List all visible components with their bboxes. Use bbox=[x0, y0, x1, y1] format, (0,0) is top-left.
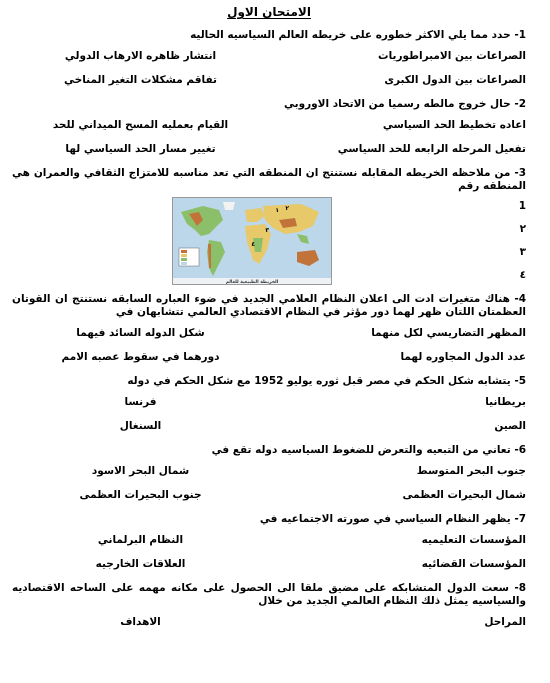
question-7: 7- يظهر النظام السياسي في صورته الاجتماعيه في bbox=[259, 513, 526, 525]
legend-swatch-low bbox=[181, 258, 187, 261]
q4-option-d[interactable]: دورهما في سقوط عصبه الامم bbox=[61, 351, 220, 363]
q6-option-a[interactable]: جنوب البحر المتوسط bbox=[416, 465, 526, 477]
question-7-options-row-1 bbox=[12, 534, 526, 547]
q7-option-d[interactable]: العلاقات الخارجيه bbox=[95, 558, 186, 570]
q6-option-d[interactable]: جنوب البحيرات العظمى bbox=[79, 489, 202, 501]
q4-option-c[interactable]: عدد الدول المجاوره لهما bbox=[400, 351, 526, 363]
map-region-number-1: ١ bbox=[275, 207, 279, 214]
world-physical-map bbox=[172, 197, 332, 285]
question-5: 5- يتشابه شكل الحكم في مصر قبل ثوره يوليو 1952 مع شكل الحكم في دوله bbox=[127, 375, 526, 387]
question-3-map-block bbox=[12, 195, 526, 287]
q8-option-b[interactable]: الاهداف bbox=[120, 616, 161, 628]
q1-option-c[interactable]: الصراعات بين الدول الكبرى bbox=[384, 74, 526, 86]
question-5-options-row-2 bbox=[12, 420, 526, 433]
q7-option-a[interactable]: المؤسسات التعليميه bbox=[421, 534, 526, 546]
map-region-number-2: ٢ bbox=[285, 205, 289, 212]
map-region-number-3: ٣ bbox=[265, 227, 269, 234]
question-1-options-row-1 bbox=[12, 50, 526, 63]
question-1: 1- حدد مما يلي الاكثر خطوره على خريطه العالم السياسيه الحاليه bbox=[190, 29, 526, 41]
q5-option-d[interactable]: السنغال bbox=[119, 420, 162, 432]
legend-swatch-high bbox=[181, 250, 187, 253]
q2-option-b[interactable]: القيام بعمليه المسح الميداني للحد bbox=[52, 119, 229, 131]
q8-option-a[interactable]: المراحل bbox=[484, 616, 526, 628]
q3-option-2[interactable]: ٢ bbox=[519, 223, 526, 235]
q3-option-1[interactable]: 1 bbox=[518, 200, 526, 212]
q5-option-b[interactable]: فرنسا bbox=[124, 396, 157, 408]
q7-option-c[interactable]: المؤسسات القضائيه bbox=[421, 558, 526, 570]
question-6-options-row-2 bbox=[12, 489, 526, 502]
question-4: 4- هناك متغيرات ادت الى اعلان النظام العلامي الجديد في ضوء العباره السابقه نستنتج ان القوتان العظمتان اللتان ظهر لهما دور مؤثر في النظام الاقتصادي العالمي تتشابهان في bbox=[12, 293, 526, 318]
q3-options bbox=[502, 195, 526, 287]
q1-option-b[interactable]: انتشار ظاهره الارهاب الدولي bbox=[64, 50, 217, 62]
q6-option-b[interactable]: شمال البحر الاسود bbox=[91, 465, 190, 477]
q5-option-a[interactable]: بريطانيا bbox=[485, 396, 526, 408]
q5-option-c[interactable]: الصين bbox=[494, 420, 526, 432]
q4-option-b[interactable]: شكل الدوله السائد فيهما bbox=[76, 327, 205, 339]
q2-option-c[interactable]: تفعيل المرحله الرابعه للحد السياسي bbox=[337, 143, 526, 155]
question-3: 3- من ملاحظه الخريطه المقابله نستنتج ان المنطقه التي تعد مناسبه للامتزاج الثقافي والعمران هي المنطقه رقم bbox=[12, 167, 526, 192]
q3-option-3[interactable]: ٣ bbox=[519, 246, 526, 258]
q2-option-d[interactable]: تغيير مسار الحد السياسي لها bbox=[65, 143, 216, 155]
q7-option-b[interactable]: النظام البرلماني bbox=[97, 534, 184, 546]
question-8-options-row-1 bbox=[12, 616, 526, 629]
question-4-options-row-1 bbox=[12, 327, 526, 340]
question-6-options-row-1 bbox=[12, 465, 526, 478]
question-4-options-row-2 bbox=[12, 351, 526, 364]
question-8: 8- سعت الدول المتشابكه على مضيق ملقا الى الحصول على مكانه مهمه على الساحه الاقتصاديه والسياسيه يمثل ذلك النظام العالمي الجديد من خلال bbox=[12, 582, 526, 607]
question-7-options-row-2 bbox=[12, 558, 526, 571]
q6-option-c[interactable]: شمال البحيرات العظمى bbox=[402, 489, 526, 501]
legend-swatch-mid bbox=[181, 254, 187, 257]
question-6: 6- تعاني من التبعيه والتعرض للضغوط السياسيه دوله تقع في bbox=[211, 444, 526, 456]
q1-option-a[interactable]: الصراعات بين الامبراطوريات bbox=[378, 50, 526, 62]
question-2-options-row-2 bbox=[12, 143, 526, 156]
exam-title: الامتحان الاول bbox=[227, 5, 311, 19]
legend-swatch-sea bbox=[181, 262, 187, 265]
q4-option-a[interactable]: المظهر التضاريسي لكل منهما bbox=[371, 327, 526, 339]
question-2-options-row-1 bbox=[12, 119, 526, 132]
question-2: 2- حال خروج مالطه رسميا من الاتحاد الاوروبي bbox=[284, 98, 526, 110]
map-region-number-4: ٤ bbox=[251, 241, 255, 248]
question-1-options-row-2 bbox=[12, 74, 526, 87]
map-greenland bbox=[223, 202, 235, 210]
q2-option-a[interactable]: اعاده تخطيط الحد السياسي bbox=[382, 119, 526, 131]
map-caption: الخريطة الطبيعية للعالم bbox=[225, 280, 279, 285]
question-5-options-row-1 bbox=[12, 396, 526, 409]
q3-option-4[interactable]: ٤ bbox=[519, 269, 526, 281]
q1-option-d[interactable]: تفاقم مشكلات التغير المناخي bbox=[64, 74, 217, 86]
